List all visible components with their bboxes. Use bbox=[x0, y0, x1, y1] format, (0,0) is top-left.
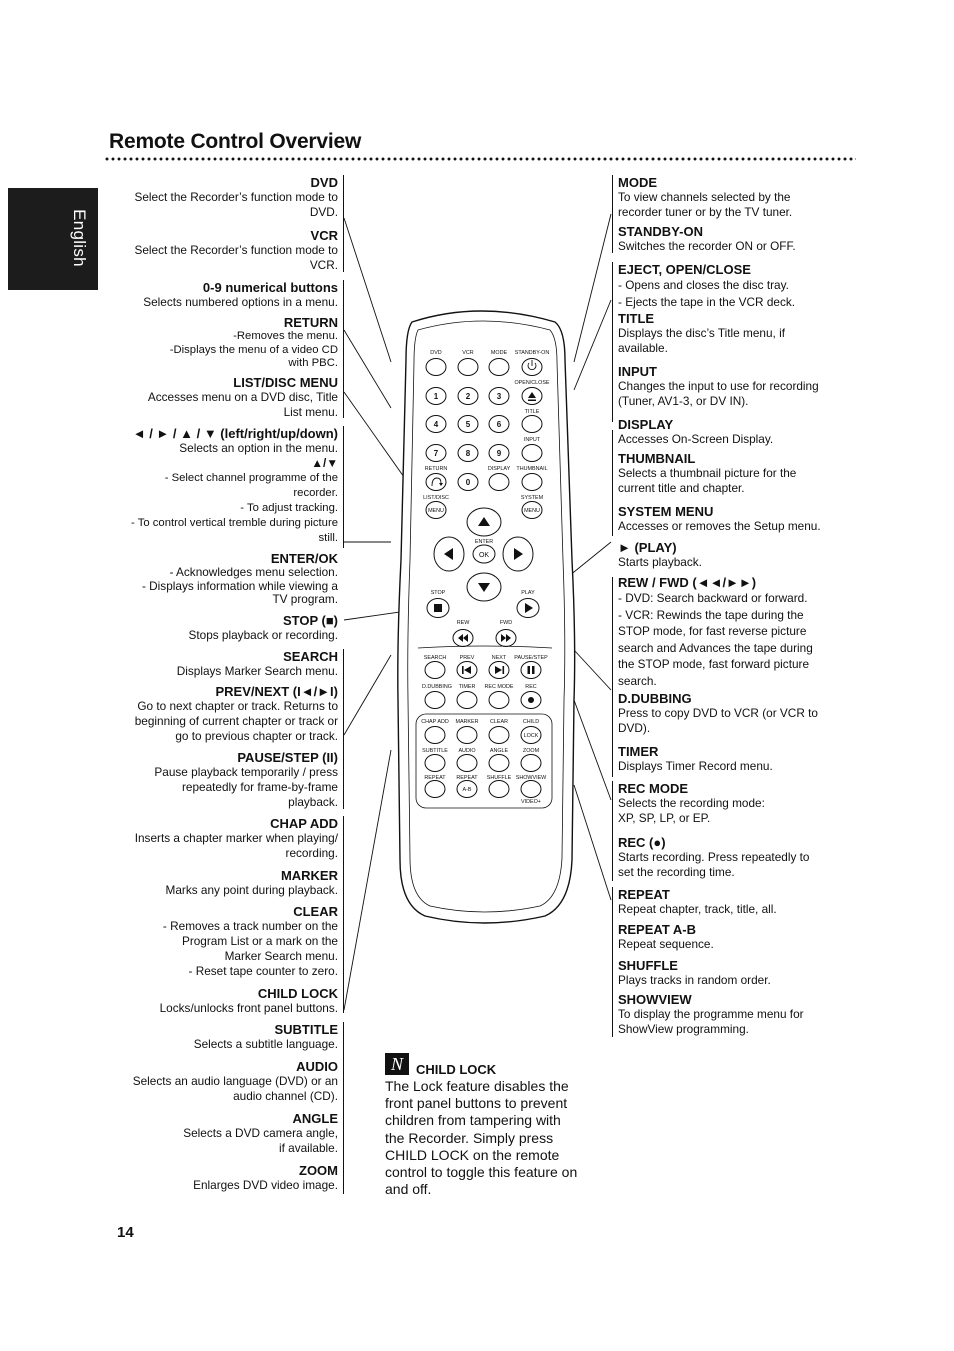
remote-label-prev: PREV bbox=[459, 655, 475, 661]
remote-label-timer: TIMER bbox=[458, 684, 476, 690]
thumbnail-button[interactable] bbox=[522, 474, 542, 491]
entry-heading: REW / FWD (◄◄/►►) bbox=[618, 575, 757, 590]
entry-line: Selects a thumbnail picture for the bbox=[618, 466, 797, 480]
remote-label-open-close: OPEN/CLOSE bbox=[514, 380, 550, 386]
stop-icon bbox=[434, 604, 442, 612]
entry-heading: SYSTEM MENU bbox=[618, 504, 714, 519]
dvd-button[interactable] bbox=[426, 359, 446, 376]
remote-label-enter: ENTER bbox=[474, 539, 494, 545]
remote-label-dvd: DVD bbox=[430, 350, 442, 356]
display-button[interactable] bbox=[489, 474, 509, 491]
remote-label-ab: A-B bbox=[462, 787, 472, 793]
entry-line: - Acknowledges menu selection. bbox=[169, 565, 338, 579]
entry-line: recording. bbox=[285, 846, 338, 860]
entry-line: DVD. bbox=[309, 205, 338, 219]
remote-label-audio: AUDIO bbox=[458, 748, 476, 754]
repeat-button[interactable] bbox=[425, 781, 445, 798]
entry-heading: CHAP ADD bbox=[270, 816, 338, 831]
remote-label-list-disc: LIST/DISC bbox=[423, 495, 449, 501]
timer-button[interactable] bbox=[457, 692, 477, 709]
remote-label-repeat: REPEAT bbox=[424, 775, 446, 781]
remote-label-clear: CLEAR bbox=[490, 719, 508, 725]
entry-heading: SHOWVIEW bbox=[618, 992, 692, 1007]
remote-label-next: NEXT bbox=[491, 655, 507, 661]
remote-label-subtitle: SUBTITLE bbox=[422, 748, 448, 754]
remote-label-video-plus: VIDEO+ bbox=[521, 799, 541, 805]
entry-line: Changes the input to use for recording bbox=[618, 379, 819, 393]
entry-line: DVD). bbox=[618, 721, 651, 735]
entry-line: Starts playback. bbox=[618, 555, 702, 569]
entry-line: Enlarges DVD video image. bbox=[193, 1178, 338, 1192]
entry-line: STOP mode, for fast reverse picture bbox=[618, 624, 807, 638]
remote-label-return: RETURN bbox=[424, 466, 448, 472]
entry-line: playback. bbox=[288, 795, 338, 809]
showview-button[interactable] bbox=[521, 781, 541, 798]
entry-line: - Ejects the tape in the VCR deck. bbox=[618, 295, 796, 309]
entry-heading: DVD bbox=[310, 175, 338, 190]
entry-line: Selects an option in the menu. bbox=[179, 441, 338, 455]
entry-heading: 0-9 numerical buttons bbox=[202, 280, 338, 295]
remote-label-fwd: FWD bbox=[499, 620, 513, 626]
note-body: The Lock feature disables the front panel buttons to prevent children from tampering with the Recorder. Simply press CHILD LOCK on the remote control to toggle this feature on and off. bbox=[385, 1078, 578, 1198]
entry-line: still. bbox=[318, 532, 338, 544]
entry-line: Displays the disc’s Title menu, if bbox=[618, 326, 785, 340]
entry-line: set the recording time. bbox=[618, 865, 735, 879]
entry-line: - Opens and closes the disc tray. bbox=[618, 278, 789, 292]
entry-heading: SUBTITLE bbox=[274, 1022, 338, 1037]
entry-line: Accesses menu on a DVD disc, Title bbox=[147, 390, 338, 404]
angle-button[interactable] bbox=[489, 755, 509, 772]
entry-heading: D.DUBBING bbox=[618, 691, 692, 706]
entry-line: Marks any point during playback. bbox=[165, 883, 338, 897]
entry-line: audio channel (CD). bbox=[233, 1089, 338, 1103]
remote-label-chap-add: CHAP ADD bbox=[421, 719, 449, 725]
entry-heading: ◄ / ► / ▲ / ▼ (left/right/up/down) bbox=[132, 426, 338, 441]
entry-line: Starts recording. Press repeatedly to bbox=[618, 850, 810, 864]
remote-label-stop: STOP bbox=[430, 590, 446, 596]
entry-line: Marker Search menu. bbox=[224, 949, 338, 963]
entry-line: To view channels selected by the bbox=[618, 190, 791, 204]
number-label: 6 bbox=[496, 420, 502, 429]
entry-heading: REC (●) bbox=[618, 835, 666, 850]
remote-label-showview: SHOWVIEW bbox=[515, 775, 547, 781]
remote-label-mode: MODE bbox=[490, 350, 508, 356]
search-button[interactable] bbox=[425, 662, 445, 679]
entry-line: Select the Recorder’s function mode to bbox=[134, 190, 338, 204]
entry-heading: ENTER/OK bbox=[270, 551, 338, 566]
entry-heading: TITLE bbox=[618, 311, 655, 326]
entry-line: - Removes a track number on the bbox=[162, 919, 338, 933]
entry-line: Go to next chapter or track. Returns to bbox=[137, 699, 338, 713]
entry-line: Accesses On-Screen Display. bbox=[618, 432, 774, 446]
entry-heading: REPEAT A-B bbox=[618, 922, 696, 937]
remote-label-thumbnail: THUMBNAIL bbox=[516, 466, 548, 472]
number-label: 5 bbox=[465, 420, 471, 429]
rec-mode-button[interactable] bbox=[489, 692, 509, 709]
entry-heading: THUMBNAIL bbox=[618, 451, 696, 466]
entry-line: the STOP mode, fast forward picture bbox=[618, 657, 810, 671]
entry-line: Repeat chapter, track, title, all. bbox=[618, 902, 777, 916]
entry-heading: PREV/NEXT (I◄/►I) bbox=[215, 684, 338, 699]
entry-heading: PAUSE/STEP (II) bbox=[237, 750, 338, 765]
page-title: Remote Control Overview bbox=[109, 130, 362, 153]
entry-line: Displays Marker Search menu. bbox=[176, 664, 338, 678]
remote-label-standby: STANDBY-ON bbox=[514, 350, 550, 356]
entry-line: Program List or a mark on the bbox=[181, 934, 338, 948]
entry-line: Selects a DVD camera angle, bbox=[183, 1126, 338, 1140]
audio-button[interactable] bbox=[457, 755, 477, 772]
pause-step-button[interactable] bbox=[521, 662, 541, 679]
entry-line: recorder. bbox=[293, 487, 338, 499]
subtitle-button[interactable] bbox=[425, 755, 445, 772]
remote-label-lock: LOCK bbox=[523, 733, 539, 739]
entry-line: - VCR: Rewinds the tape during the bbox=[618, 607, 804, 622]
title-button[interactable] bbox=[522, 416, 542, 433]
number-label: 4 bbox=[433, 420, 439, 429]
remote-label-title: TITLE bbox=[524, 409, 540, 415]
number-label: 7 bbox=[433, 449, 439, 458]
remote-label-menu: MENU bbox=[428, 508, 444, 514]
d-dubbing-button[interactable] bbox=[425, 692, 445, 709]
entry-line: Displays Timer Record menu. bbox=[618, 759, 773, 773]
entry-line: - Reset tape counter to zero. bbox=[188, 964, 338, 978]
remote-label-rec: REC bbox=[525, 684, 537, 690]
entry-line: - To adjust tracking. bbox=[240, 502, 338, 514]
entry-line: Selects the recording mode: bbox=[618, 796, 765, 810]
entry-line: search and Advances the tape during bbox=[618, 640, 813, 655]
shuffle-button[interactable] bbox=[489, 781, 509, 798]
clear-button[interactable] bbox=[489, 727, 509, 744]
number-label: 0 bbox=[465, 478, 471, 487]
entry-heading: DISPLAY bbox=[618, 417, 674, 432]
entry-heading: REPEAT bbox=[618, 887, 670, 902]
entry-heading: ZOOM bbox=[299, 1163, 338, 1178]
remote-label-child: CHILD bbox=[522, 719, 540, 725]
remote-label-display: DISPLAY bbox=[487, 466, 511, 472]
entry-heading: SEARCH bbox=[283, 649, 338, 664]
entry-line: - Select channel programme of the bbox=[164, 472, 338, 484]
entry-heading: LIST/DISC MENU bbox=[233, 375, 338, 390]
entry-heading: STOP (■) bbox=[282, 613, 338, 628]
entry-heading: CHILD LOCK bbox=[257, 986, 338, 1001]
entry-line: TV program. bbox=[272, 592, 338, 606]
entry-line: Locks/unlocks front panel buttons. bbox=[159, 1001, 338, 1015]
return-button[interactable] bbox=[426, 474, 446, 491]
number-label: 3 bbox=[496, 392, 502, 401]
entry-line: Stops playback or recording. bbox=[188, 628, 338, 642]
entry-line: Inserts a chapter marker when playing/ bbox=[134, 831, 338, 845]
remote-label-vcr: VCR bbox=[462, 350, 474, 356]
remote-label-system: SYSTEM bbox=[520, 495, 544, 501]
entry-heading: TIMER bbox=[618, 744, 659, 759]
entry-line: (Tuner, AV1-3, or DV IN). bbox=[618, 394, 749, 408]
remote-body bbox=[398, 311, 575, 923]
entry-heading: MARKER bbox=[280, 868, 338, 883]
entry-line: if available. bbox=[278, 1141, 338, 1155]
entry-line: - To control vertical tremble during picture bbox=[131, 517, 338, 529]
entry-line: -Displays the menu of a video CD bbox=[169, 343, 338, 356]
remote-label-shuffle: SHUFFLE bbox=[486, 775, 512, 781]
entry-line: ShowView programming. bbox=[618, 1022, 749, 1036]
entry-heading: INPUT bbox=[618, 364, 657, 379]
marker-button[interactable] bbox=[457, 727, 477, 744]
page-number: 14 bbox=[117, 1224, 134, 1241]
entry-line: available. bbox=[618, 341, 668, 355]
entry-heading: MODE bbox=[618, 175, 657, 190]
entry-line: VCR. bbox=[309, 258, 338, 272]
entry-heading: ► (PLAY) bbox=[618, 540, 677, 555]
entry-line: repeatedly for frame-by-frame bbox=[181, 780, 338, 794]
entry-heading: REC MODE bbox=[618, 781, 689, 796]
entry-heading: ANGLE bbox=[292, 1111, 338, 1126]
entry-line: current title and chapter. bbox=[618, 481, 745, 495]
entry-line: List menu. bbox=[283, 405, 338, 419]
remote-label-ok: OK bbox=[478, 552, 490, 559]
entry-line: ▲/▼ bbox=[311, 456, 338, 470]
number-label: 1 bbox=[433, 392, 439, 401]
entry-line: Pause playback temporarily / press bbox=[154, 765, 338, 779]
entry-line: Selects an audio language (DVD) or an bbox=[132, 1074, 338, 1088]
entry-line: XP, SP, LP, or EP. bbox=[618, 811, 711, 825]
remote-label-input: INPUT bbox=[523, 437, 541, 443]
entry-line: Selects numbered options in a menu. bbox=[143, 295, 338, 309]
language-tab-label: English bbox=[70, 209, 89, 267]
remote-label-menu: MENU bbox=[524, 508, 540, 514]
entry-line: - Displays information while viewing a bbox=[141, 578, 338, 593]
entry-line: - DVD: Search backward or forward. bbox=[618, 591, 808, 605]
input-button[interactable] bbox=[522, 445, 542, 462]
number-label: 9 bbox=[496, 449, 502, 458]
entry-heading: AUDIO bbox=[296, 1059, 338, 1074]
remote-label-repeat-ab: REPEAT bbox=[456, 775, 478, 781]
record-icon bbox=[528, 697, 534, 703]
number-label: 8 bbox=[465, 449, 471, 458]
entry-line: search. bbox=[618, 673, 657, 688]
entry-heading: RETURN bbox=[283, 315, 338, 330]
entry-line: -Removes the menu. bbox=[233, 330, 338, 342]
remote-label-rec-mode: REC MODE bbox=[484, 684, 514, 690]
entry-heading: VCR bbox=[310, 228, 338, 243]
entry-line: Plays tracks in random order. bbox=[618, 973, 771, 987]
mode-button[interactable] bbox=[489, 359, 509, 376]
entry-line: To display the programme menu for bbox=[618, 1007, 804, 1021]
entry-heading: CLEAR bbox=[293, 904, 338, 919]
entry-line: Selects a subtitle language. bbox=[193, 1037, 338, 1051]
zoom-button[interactable] bbox=[521, 755, 541, 772]
chap-add-button[interactable] bbox=[425, 727, 445, 744]
remote-label-marker: MARKER bbox=[455, 719, 479, 725]
entry-heading: SHUFFLE bbox=[618, 958, 678, 973]
remote-label-search: SEARCH bbox=[423, 655, 447, 661]
number-label: 2 bbox=[465, 392, 471, 401]
entry-heading: STANDBY-ON bbox=[618, 224, 703, 239]
note-icon: N bbox=[385, 1053, 409, 1075]
entry-heading: EJECT, OPEN/CLOSE bbox=[618, 262, 751, 277]
entry-line: with PBC. bbox=[288, 357, 338, 369]
remote-label-rew: REW bbox=[456, 620, 470, 626]
entry-line: Press to copy DVD to VCR (or VCR to bbox=[618, 706, 818, 720]
remote-label-zoom: ZOOM bbox=[522, 748, 540, 754]
entry-line: beginning of current chapter or track or bbox=[134, 714, 338, 728]
entry-line: Accesses or removes the Setup menu. bbox=[618, 519, 821, 533]
entry-line: recorder tuner or by the TV tuner. bbox=[618, 205, 793, 219]
entry-line: go to previous chapter or track. bbox=[175, 729, 338, 743]
remote-label-angle: ANGLE bbox=[489, 748, 509, 754]
remote-label-play: PLAY bbox=[521, 590, 535, 596]
entry-line: Select the Recorder’s function mode to bbox=[134, 243, 338, 257]
remote-label-pause-step: PAUSE/STEP bbox=[514, 655, 548, 661]
remote-label-d-dubbing: D.DUBBING bbox=[422, 684, 452, 690]
entry-line: Switches the recorder ON or OFF. bbox=[618, 239, 796, 253]
note-heading: CHILD LOCK bbox=[416, 1062, 497, 1077]
entry-line: Repeat sequence. bbox=[618, 937, 714, 951]
vcr-button[interactable] bbox=[458, 359, 478, 376]
